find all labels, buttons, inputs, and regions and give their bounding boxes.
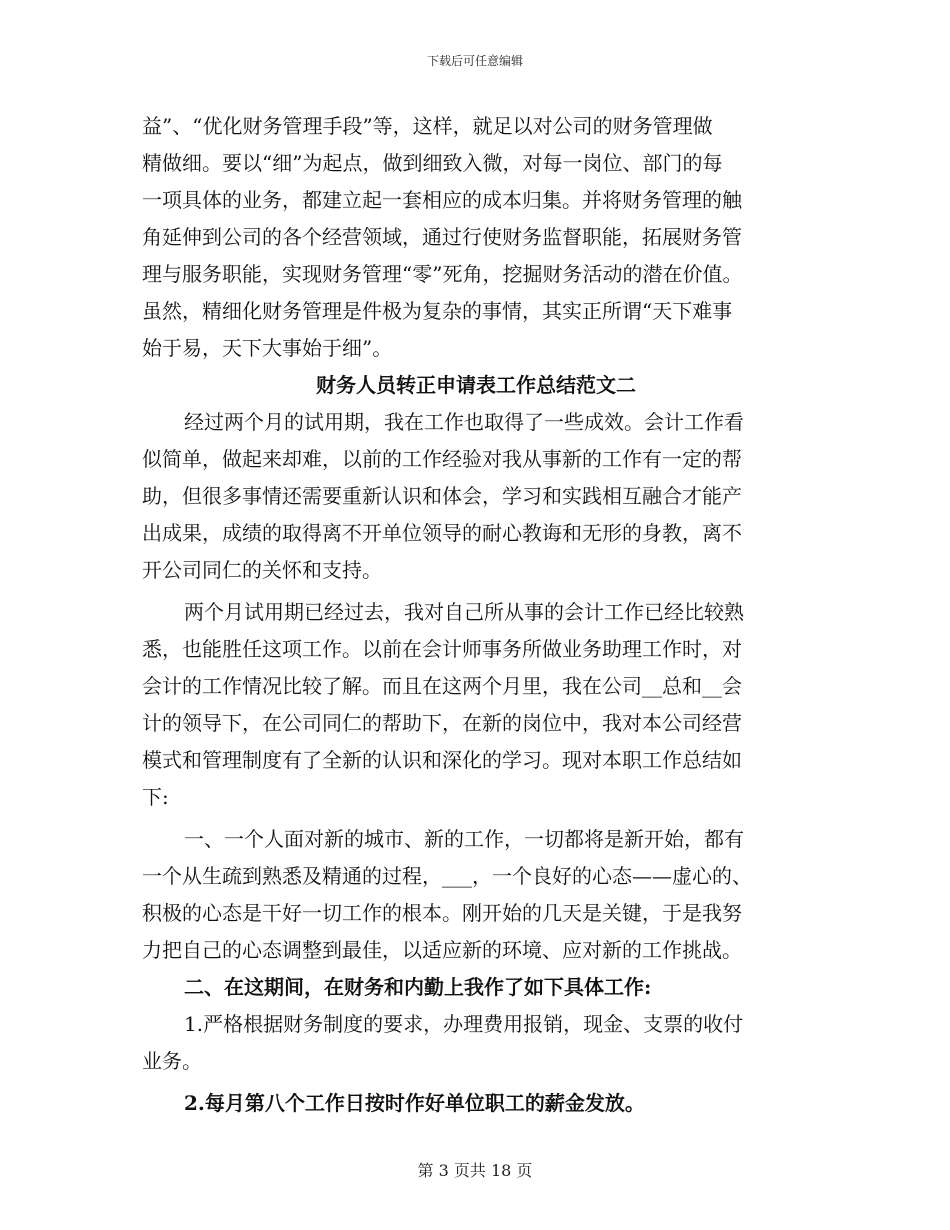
text-line: 一项具体的业务，都建立起一套相应的成本归集。并将财务管理的触	[142, 188, 742, 212]
section-heading: 财务人员转正申请表工作总结范文二	[316, 373, 636, 397]
text-line: 两个月试用期已经过去，我对自己所从事的会计工作已经比较熟	[184, 600, 744, 624]
text-line: 始于易，天下大事始于细”。	[142, 336, 393, 360]
text-line: 似简单，做起来却难，以前的工作经验对我从事新的工作有一定的帮	[142, 447, 742, 471]
text-line: 计的领导下，在公司同仁的帮助下，在新的岗位中，我对本公司经营	[142, 711, 742, 735]
text-line: 一个从生疏到熟悉及精通的过程，___，一个良好的心态——虚心的、	[142, 864, 752, 888]
text-line: 虽然，精细化财务管理是件极为复杂的事情，其实正所谓“天下难事	[142, 299, 733, 323]
text-line: 精做细。要以“细”为起点，做到细致入微，对每一岗位、部门的每	[142, 151, 723, 175]
text-line: 开公司同仁的关怀和支持。	[142, 558, 382, 582]
text-line: 角延伸到公司的各个经营领域，通过行使财务监督职能，拓展财务管	[142, 225, 742, 249]
text-line: 力把自己的心态调整到最佳，以适应新的环境、应对新的工作挑战。	[142, 938, 742, 962]
text-line: 一、一个人面对新的城市、新的工作，一切都将是新开始，都有	[184, 827, 744, 851]
text-line: 益”、“优化财务管理手段”等，这样，就足以对公司的财务管理做	[142, 114, 713, 138]
section-subheading: 二、在这期间，在财务和内勤上我作了如下具体工作:	[184, 975, 652, 999]
text-line: 积极的心态是干好一切工作的根本。刚开始的几天是关键，于是我努	[142, 901, 742, 925]
text-line: 模式和管理制度有了全新的认识和深化的学习。现对本职工作总结如	[142, 748, 742, 772]
text-line: 经过两个月的试用期，我在工作也取得了一些成效。会计工作看	[184, 410, 744, 434]
text-line: 1.严格根据财务制度的要求，办理费用报销，现金、支票的收付	[184, 1012, 744, 1036]
text-line: 会计的工作情况比较了解。而且在这两个月里，我在公司__总和__会	[142, 674, 742, 698]
text-line: 悉，也能胜任这项工作。以前在会计师事务所做业务助理工作时，对	[142, 637, 742, 661]
text-line: 理与服务职能，实现财务管理“零”死角，挖掘财务活动的潜在价值。	[142, 262, 743, 286]
text-line: 业务。	[142, 1049, 202, 1073]
text-line: 出成果，成绩的取得离不开单位领导的耐心教诲和无形的身教，离不	[142, 521, 742, 545]
page-footer: 第 3 页共 18 页	[417, 1161, 533, 1180]
text-line: 助，但很多事情还需要重新认识和体会，学习和实践相互融合才能产	[142, 484, 742, 508]
page-header: 下载后可任意编辑	[426, 54, 523, 68]
document-body	[142, 108, 810, 1122]
text-line: 下:	[142, 785, 169, 809]
text-line-bold: 2.每月第八个工作日按时作好单位职工的薪金发放。	[184, 1091, 645, 1115]
